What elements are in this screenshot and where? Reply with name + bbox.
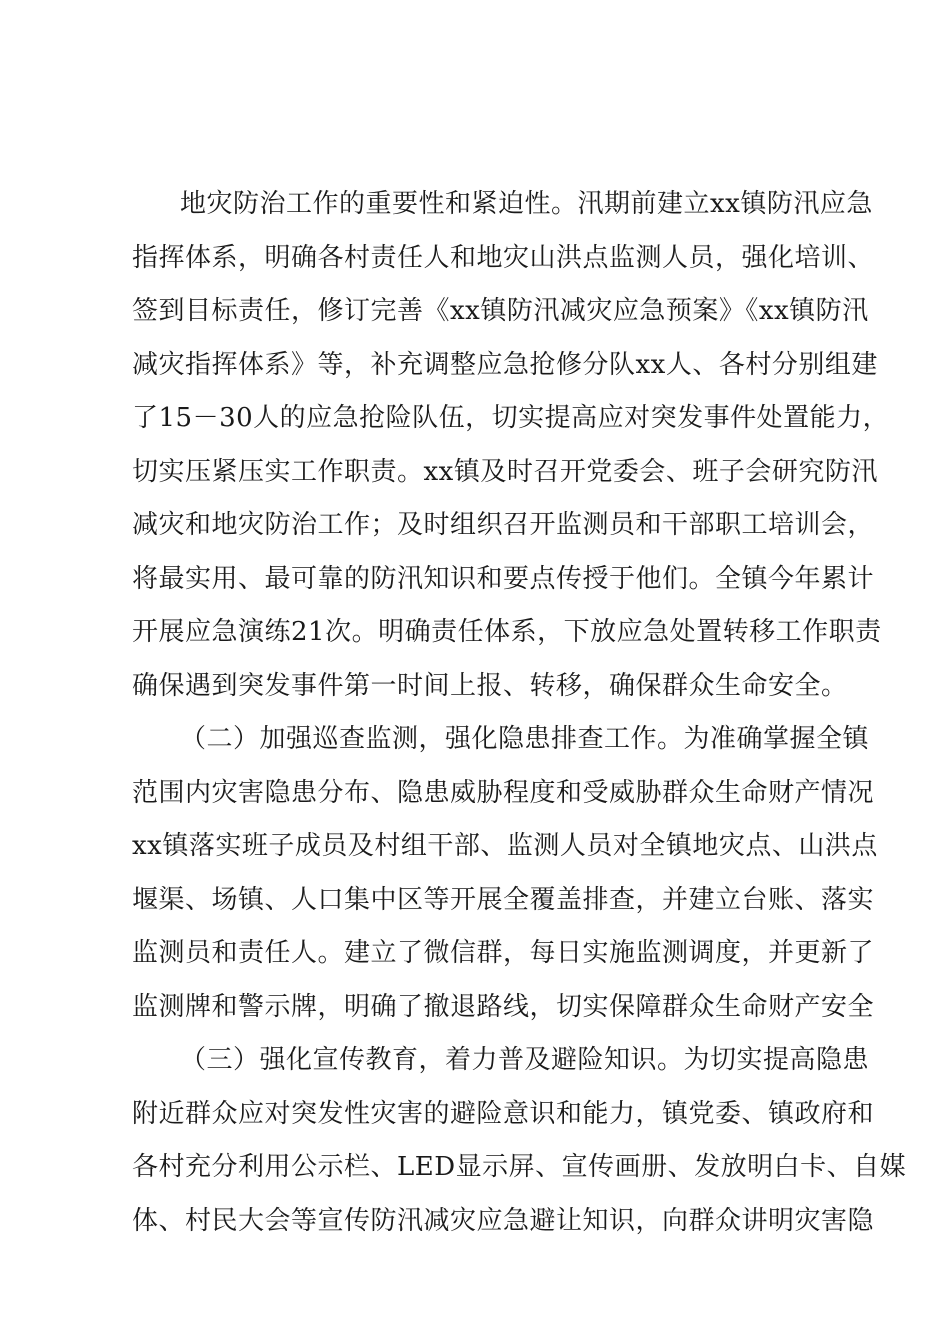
text-line: 指挥体系，明确各村责任人和地灾山洪点监测人员，强化培训、: [132, 242, 875, 273]
text-line: 监测牌和警示牌，明确了撤退路线，切实保障群众生命财产安全: [132, 991, 875, 1022]
text-line: 附近群众应对突发性灾害的避险意识和能力，镇党委、镇政府和: [132, 1098, 875, 1129]
text-line: 了15－30人的应急抢险队伍，切实提高应对突发事件处置能力，: [132, 403, 890, 433]
section-heading-line: （三）强化宣传教育，着力普及避险知识。为切实提高隐患: [180, 1045, 870, 1075]
text-line: 监测员和责任人。建立了微信群，每日实施监测调度，并更新了: [132, 938, 875, 968]
text-line: 签到目标责任，修订完善《xx镇防汛减灾应急预案》《xx镇防汛: [132, 296, 869, 326]
text-line: 将最实用、最可靠的防汛知识和要点传授于他们。全镇今年累计: [132, 563, 875, 594]
section-heading-line: （二）加强巡查监测，强化隐患排查工作。为准确掌握全镇: [180, 724, 870, 754]
text-line: 减灾指挥体系》等，补充调整应急抢修分队xx人、各村分别组建: [132, 349, 878, 380]
document-body: [132, 178, 907, 1248]
text-line: 切实压紧压实工作职责。xx镇及时召开党委会、班子会研究防汛: [132, 456, 878, 487]
text-line: 范围内灾害隐患分布、隐患威胁程度和受威胁群众生命财产情况: [132, 777, 875, 808]
text-line: 各村充分利用公示栏、LED显示屏、宣传画册、发放明白卡、自媒: [132, 1152, 907, 1182]
text-line: 堰渠、场镇、人口集中区等开展全覆盖排查，并建立台账、落实: [132, 884, 875, 915]
text-line: 开展应急演练21次。明确责任体系，下放应急处置转移工作职责: [132, 617, 882, 647]
text-line: 减灾和地灾防治工作；及时组织召开监测员和干部职工培训会，: [132, 510, 875, 540]
text-line: 确保遇到突发事件第一时间上报、转移，确保群众生命安全。: [132, 670, 848, 701]
text-line: 体、村民大会等宣传防汛减灾应急避让知识，向群众讲明灾害隐: [132, 1205, 875, 1236]
text-line: xx镇落实班子成员及村组干部、监测人员对全镇地灾点、山洪点: [132, 831, 878, 861]
text-line: 地灾防治工作的重要性和紧迫性。汛期前建立xx镇防汛应急: [180, 189, 873, 219]
